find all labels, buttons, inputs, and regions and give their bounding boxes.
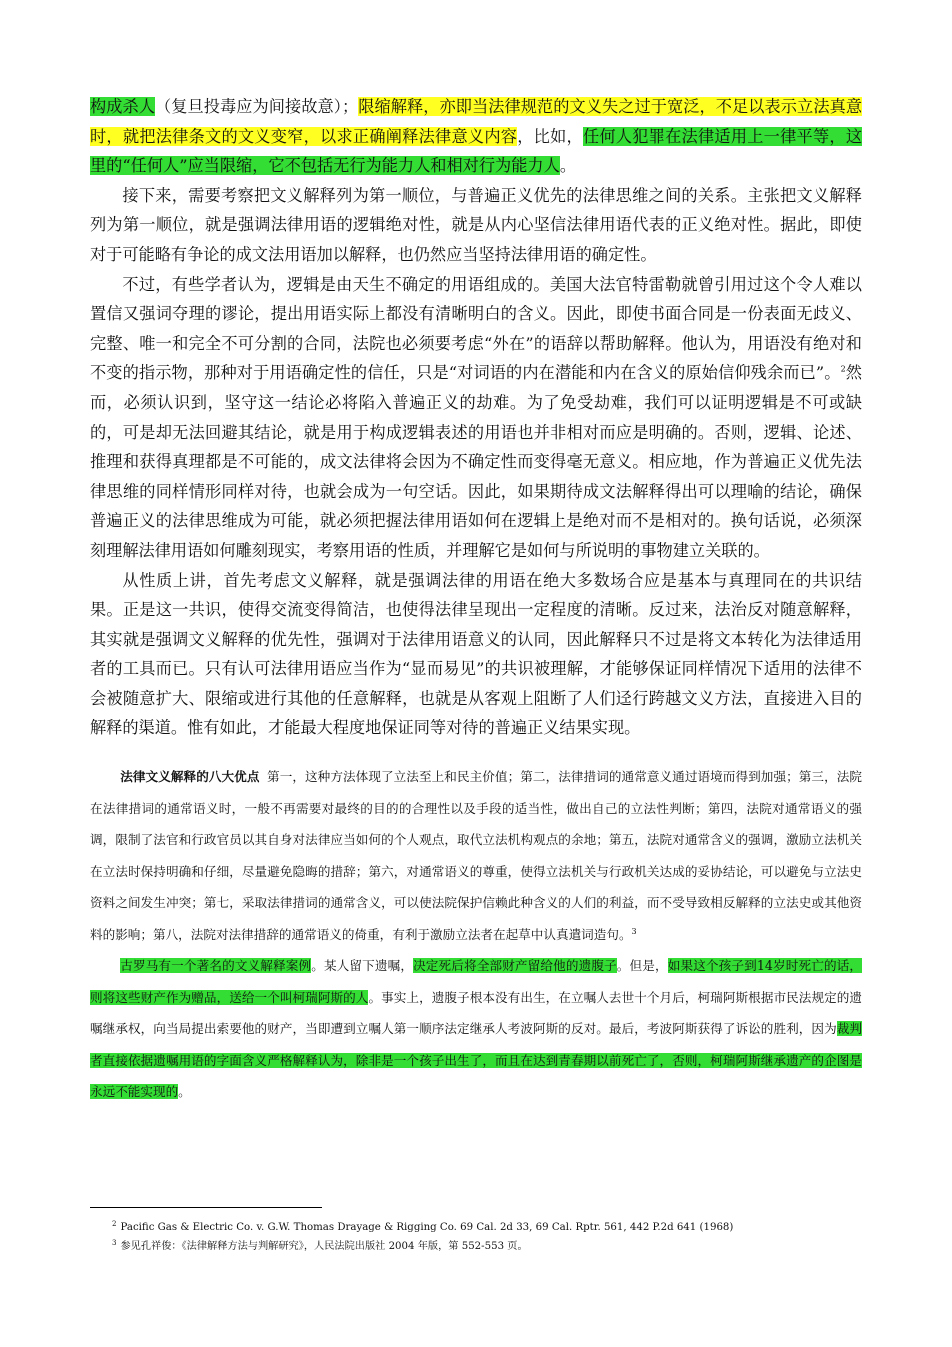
footnote-number: 3 xyxy=(112,1238,117,1247)
text-run: 。某人留下遗嘱， xyxy=(311,958,414,974)
paragraph-2: 接下来，需要考察把文义解释列为第一顺位，与普遍正义优先的法律思维之间的关系。主张把文义解释列为第一顺位，就是强调法律用语的逻辑绝对性，就是从内心坚信法律用语代表的正义绝对性。据此，即使对于可能略有争论的成文法用语加以解释，也仍然应当坚持法律用语的确定性。 xyxy=(90,185,862,264)
text-run: ，比如， xyxy=(517,126,583,146)
highlight-green: 古罗马有一个著名的文义解释案例 xyxy=(120,958,312,974)
box-paragraph-case xyxy=(90,950,862,1108)
footnote-text: 参见孔祥俊：《法律解释方法与判解研究》，人民法院出版社 2004 年版，第 552-553 页。 xyxy=(120,1241,528,1252)
paragraph-4: 从性质上讲，首先考虑文义解释，就是强调法律的用语在绝大多数场合应是基本与真理同在的共识结果。正是这一共识，使得交流变得简洁，也使得法律呈现出一定程度的清晰。反过来，法治反对随意解释，其实就是强调文义解释的优先性，强调对于法律用语意义的认同，因此解释只不过是将文本转化为法律适用者的工具而已。只有认可法律用语应当作为“显而易见”的共识被理解，才能够保证同样情况下适用的法律不会被随意扩大、限缩或进行其他的任意解释，也就是从客观上阻断了人们迳行跨越文义方法，直接进入目的解释的渠道。惟有如此，才能最大程度地保证同等对待的普遍正义结果实现。 xyxy=(90,570,862,738)
text-run: 。 xyxy=(559,156,576,176)
footnote-divider xyxy=(90,1207,322,1208)
footnote-3 xyxy=(112,1237,872,1256)
box-paragraph-advantages xyxy=(90,761,862,950)
main-body xyxy=(90,92,862,743)
paragraph-3 xyxy=(90,270,862,566)
text-run: 然而，必须认识到，坚守这一结论必将陷入普遍正义的劫难。为了免受劫难，我们可以证明逻辑是不可或缺的，可是却无法回避其结论，就是用于构成逻辑表述的用语也并非相对而应是明确的。否则，逻辑、论述、推理和获得真理都是不可能的，成文法律将会因为不确定性而变得毫无意义。相应地，作为普遍正义优先法律思维的同样情形同样对待，也就会成为一句空话。因此，如果期待成文法解释得出可以理喻的结论，确保普遍正义的法律思维成为可能，就必须把握法律用语如何在逻辑上是绝对而不是相对的。换句话说，必须深刻理解法律用语如何雕刻现实，考察用语的性质，并理解它是如何与所说明的事物建立关联的。 xyxy=(90,363,862,560)
text-run: （复旦投毒应为间接故意）； xyxy=(155,97,359,116)
footnote-text: Pacific Gas & Electric Co. v. G.W. Thomas Drayage & Rigging Co. 69 Cal. 2d 33, 69 Cal. Rptr. 561, 442 P.2d 641 (1968) xyxy=(120,1222,734,1233)
text-run: 。但是， xyxy=(616,958,668,974)
text-run: 。事实上，遗腹子根本没有出生，在立嘱人去世十个月后，柯瑞阿斯根据市民法规定的遗嘱继承权，向当局提出索要他的财产，当即遭到立嘱人第一顺序法定继承人考波阿斯的反对。最后，考波阿斯获得了诉讼的胜利，因为 xyxy=(90,989,863,1037)
highlight-green: 构成杀人 xyxy=(90,97,156,116)
text-run: 。 xyxy=(178,1084,191,1100)
highlight-green: 任何人犯罪在法律适用上一律平等，这里的“任何人”应当限缩，它不包括无行为能力人和相对行为能力人 xyxy=(90,126,863,176)
text-run: 不过，有些学者认为，逻辑是由天生不确定的用语组成的。美国大法官特雷勒就曾引用过这个令人难以置信又强词夺理的谬论，提出用语实际上都没有清晰明白的含义。因此，即使书面合同是一份表面无歧义、完整、唯一和完全不可分割的合同，法院也必须要考虑“外在”的语辞以帮助解释。他认为，用语没有绝对和不变的指示物，那种对于用语确定性的信任，只是“对词语的内在潜能和内在含义的原始信仰残余而已”。 xyxy=(90,274,862,383)
footnote-ref[interactable]: 2 xyxy=(840,364,846,374)
highlight-green: 决定死后将全部财产留给他的遗腹子 xyxy=(413,958,617,974)
highlight-green: 如果这个孩子到14岁时死亡的话，则将这些财产作为赠品，送给一个叫柯瑞阿斯的人 xyxy=(90,958,863,1005)
footnotes xyxy=(112,1218,872,1256)
highlight-green: 裁判者直接依据遗嘱用语的字面含义严格解释认为，除非是一个孩子出生了，而且在达到青春期以前死亡了，否则，柯瑞阿斯继承遗产的企图是永远不能实现的 xyxy=(90,1021,863,1100)
sidebar-box xyxy=(90,761,862,1108)
box-heading: 法律文义解释的八大优点 xyxy=(120,769,260,785)
paragraph-1 xyxy=(90,92,862,181)
footnote-2 xyxy=(112,1218,872,1237)
footnote-number: 2 xyxy=(112,1219,117,1228)
highlight-yellow: 限缩解释，亦即当法律规范的文义失之过于宽泛，不足以表示立法真意时，就把法律条文的文义变窄，以求正确阐释法律意义内容 xyxy=(90,97,863,146)
document-page xyxy=(90,92,862,1108)
footnote-ref[interactable]: 3 xyxy=(631,926,637,936)
text-run: 第一，这种方法体现了立法至上和民主价值；第二，法律措词的通常意义通过语境而得到加强；第三，法院在法律措词的通常语义时，一般不再需要对最终的目的的合理性以及手段的适当性，做出自己的立法性判断；第四，法院对通常语义的强调，限制了法官和行政官员以其自身对法律应当如何的个人观点，取代立法机构观点的余地；第五，法院对通常含义的强调，激励立法机关在立法时保持明确和仔细，尽量避免隐晦的措辞；第六，对通常语义的尊重，使得立法机关与行政机关达成的妥协结论，可以避免与立法史资料之间发生冲突；第七，采取法律措词的通常含义，可以使法院保护信赖此种含义的人们的利益，而不受导致相反解释的立法史或其他资料的影响；第八，法院对法律措辞的通常语义的倚重，有利于激励立法者在起草中认真遣词造句。 xyxy=(90,769,863,942)
